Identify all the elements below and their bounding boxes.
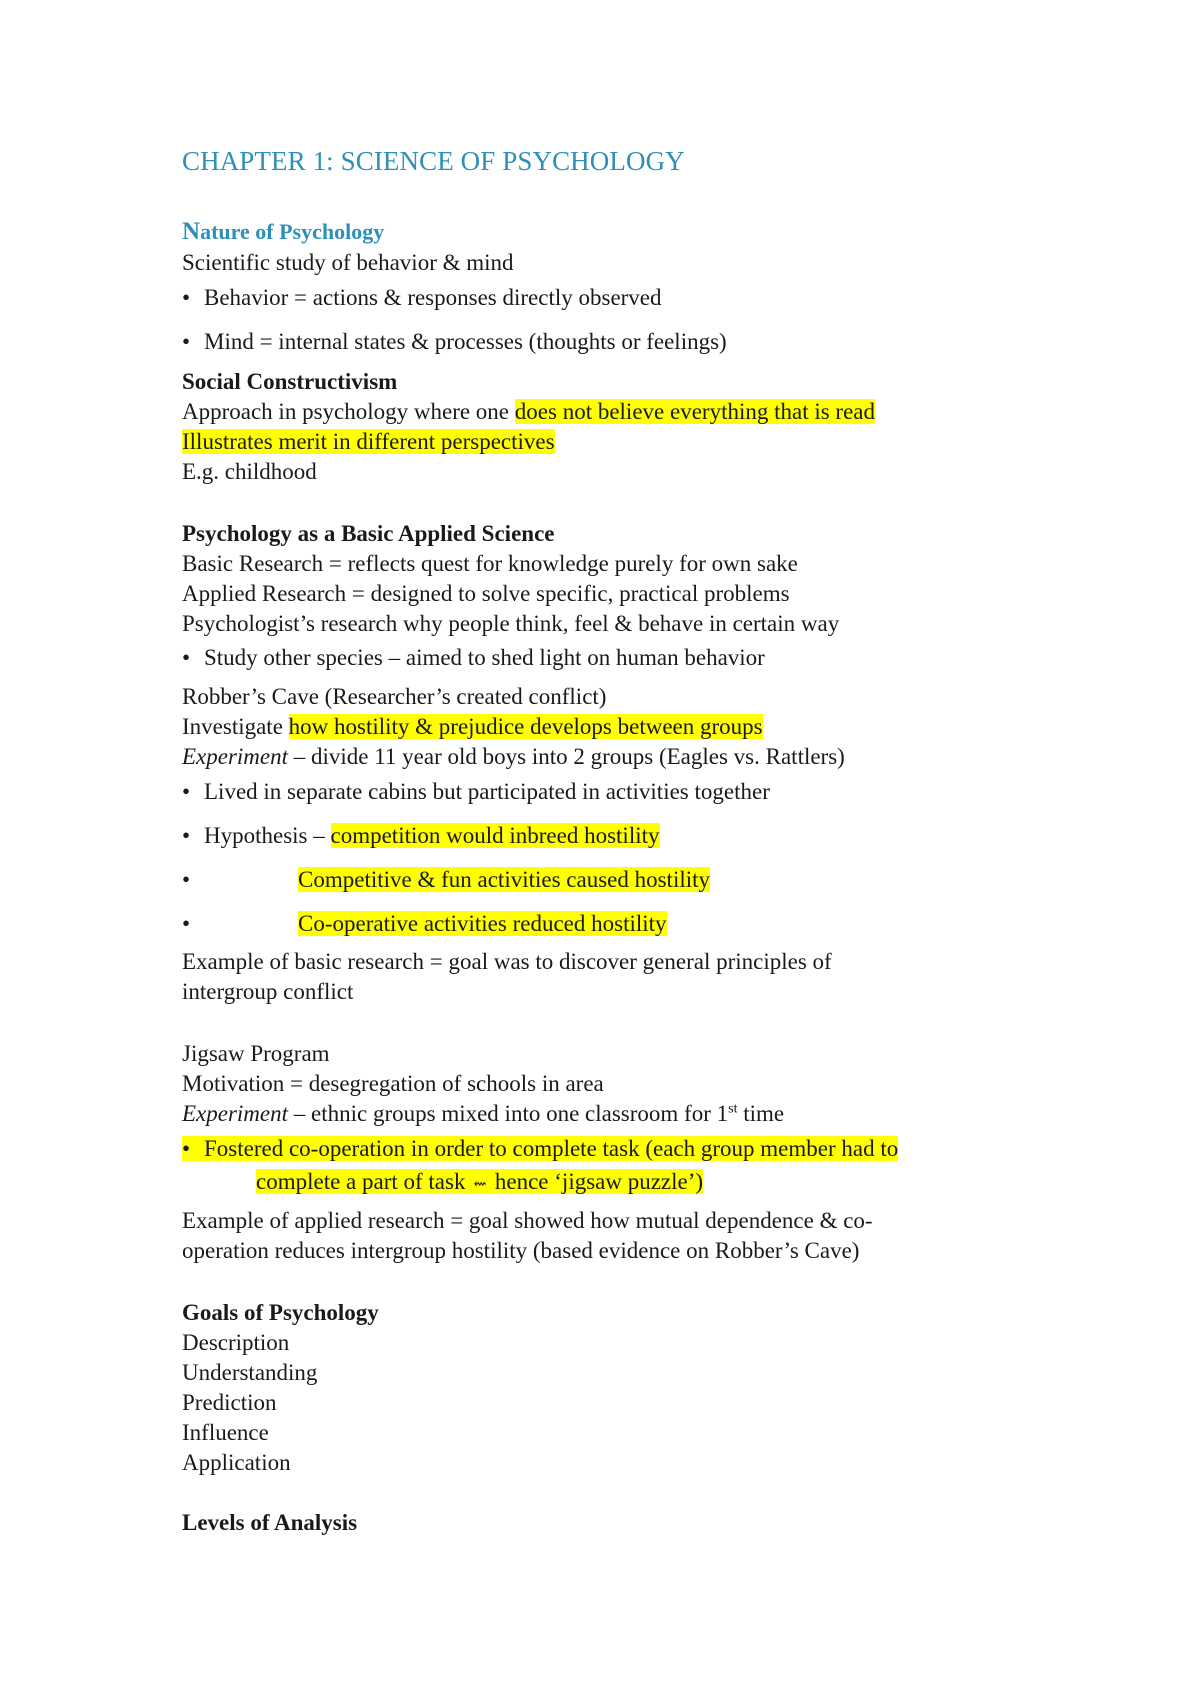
paragraph-line: Psychologist’s research why people think, feel & behave in certain way	[182, 611, 840, 636]
paragraph-line: Applied Research = designed to solve specific, practical problems	[182, 581, 790, 606]
goal-item: Understanding	[182, 1360, 318, 1385]
text-span: – ethnic groups mixed into one classroom for 1	[288, 1101, 729, 1126]
paragraph-line: Motivation = desegregation of schools in area	[182, 1071, 604, 1096]
basic-applied-heading: Psychology as a Basic Applied Science	[182, 521, 555, 546]
list-item	[182, 823, 660, 849]
highlighted-text: Competitive & fun activities caused hostility	[298, 867, 711, 892]
bullet-icon: •	[182, 285, 191, 310]
text-span: time	[737, 1101, 785, 1126]
paragraph-line	[182, 714, 763, 740]
list-item-continuation	[256, 1169, 703, 1195]
bullet-icon: •	[182, 867, 191, 892]
highlighted-text: Fostered co-operation in order to complete task (each group member had to	[204, 1136, 899, 1161]
paragraph-line: Example of basic research = goal was to discover general principles of	[182, 949, 832, 974]
highlighted-text: does not believe everything that is read	[514, 399, 875, 424]
goal-item: Application	[182, 1450, 291, 1475]
goal-item: Prediction	[182, 1390, 277, 1415]
paragraph-line	[182, 399, 875, 425]
list-item	[182, 911, 667, 937]
arrow-icon: ⇜	[473, 1175, 487, 1193]
highlighted-text: how hostility & prejudice develops between groups	[288, 714, 763, 739]
bullet-icon: •	[182, 329, 191, 354]
nature-heading-rest: ature of Psychology	[200, 219, 385, 244]
highlighted-text: competition would inbreed hostility	[330, 823, 660, 848]
text-span: Approach in psychology where one	[182, 399, 515, 424]
paragraph-line	[182, 1101, 784, 1127]
bullet-text: Hypothesis –	[204, 823, 331, 848]
paragraph-line: Example of applied research = goal showed how mutual dependence & co-	[182, 1208, 873, 1233]
bullet-text: Mind = internal states & processes (thoughts or feelings)	[204, 329, 727, 354]
goal-item: Influence	[182, 1420, 269, 1445]
bullet-icon: •	[182, 645, 191, 670]
social-constructivism-heading: Social Constructivism	[182, 369, 398, 394]
chapter-title: CHAPTER 1: SCIENCE OF PSYCHOLOGY	[182, 146, 685, 176]
superscript: st	[728, 1101, 738, 1117]
highlighted-text: hence ‘jigsaw puzzle’)	[494, 1169, 704, 1194]
list-item	[182, 779, 770, 805]
highlighted-text: Co-operative activities reduced hostility	[298, 911, 667, 936]
bullet-icon: •	[182, 1136, 191, 1161]
nature-definition: Scientific study of behavior & mind	[182, 250, 514, 275]
bullet-icon: •	[182, 911, 191, 936]
italic-text: Experiment	[182, 744, 289, 769]
highlighted-text: Illustrates merit in different perspectives	[182, 429, 555, 454]
text-span: – divide 11 year old boys into 2 groups (Eagles vs. Rattlers)	[288, 744, 845, 769]
paragraph-line: Jigsaw Program	[182, 1041, 330, 1066]
paragraph-line	[182, 429, 555, 455]
text-span: Investigate	[182, 714, 289, 739]
list-item	[182, 645, 765, 671]
paragraph-line: Robber’s Cave (Researcher’s created conflict)	[182, 684, 607, 709]
levels-heading: Levels of Analysis	[182, 1510, 358, 1535]
goals-heading: Goals of Psychology	[182, 1300, 379, 1325]
bullet-text: Lived in separate cabins but participated in activities together	[204, 779, 770, 804]
goal-item: Description	[182, 1330, 290, 1355]
bullet-text: Study other species – aimed to shed light on human behavior	[204, 645, 765, 670]
paragraph-line: intergroup conflict	[182, 979, 354, 1004]
nature-heading-cap: N	[182, 218, 201, 245]
paragraph-line	[182, 744, 845, 770]
list-item	[182, 1136, 898, 1162]
italic-text: Experiment	[182, 1101, 289, 1126]
highlighted-text: complete a part of task	[256, 1169, 466, 1194]
paragraph-line: Basic Research = reflects quest for knowledge purely for own sake	[182, 551, 798, 576]
paragraph-line: operation reduces intergroup hostility (based evidence on Robber’s Cave)	[182, 1238, 860, 1263]
paragraph-line: E.g. childhood	[182, 459, 317, 484]
bullet-icon: •	[182, 779, 191, 804]
list-item	[182, 329, 727, 355]
nature-heading	[182, 218, 384, 246]
bullet-text: Behavior = actions & responses directly observed	[204, 285, 662, 310]
list-item	[182, 867, 710, 893]
bullet-icon: •	[182, 823, 191, 848]
list-item	[182, 285, 662, 311]
